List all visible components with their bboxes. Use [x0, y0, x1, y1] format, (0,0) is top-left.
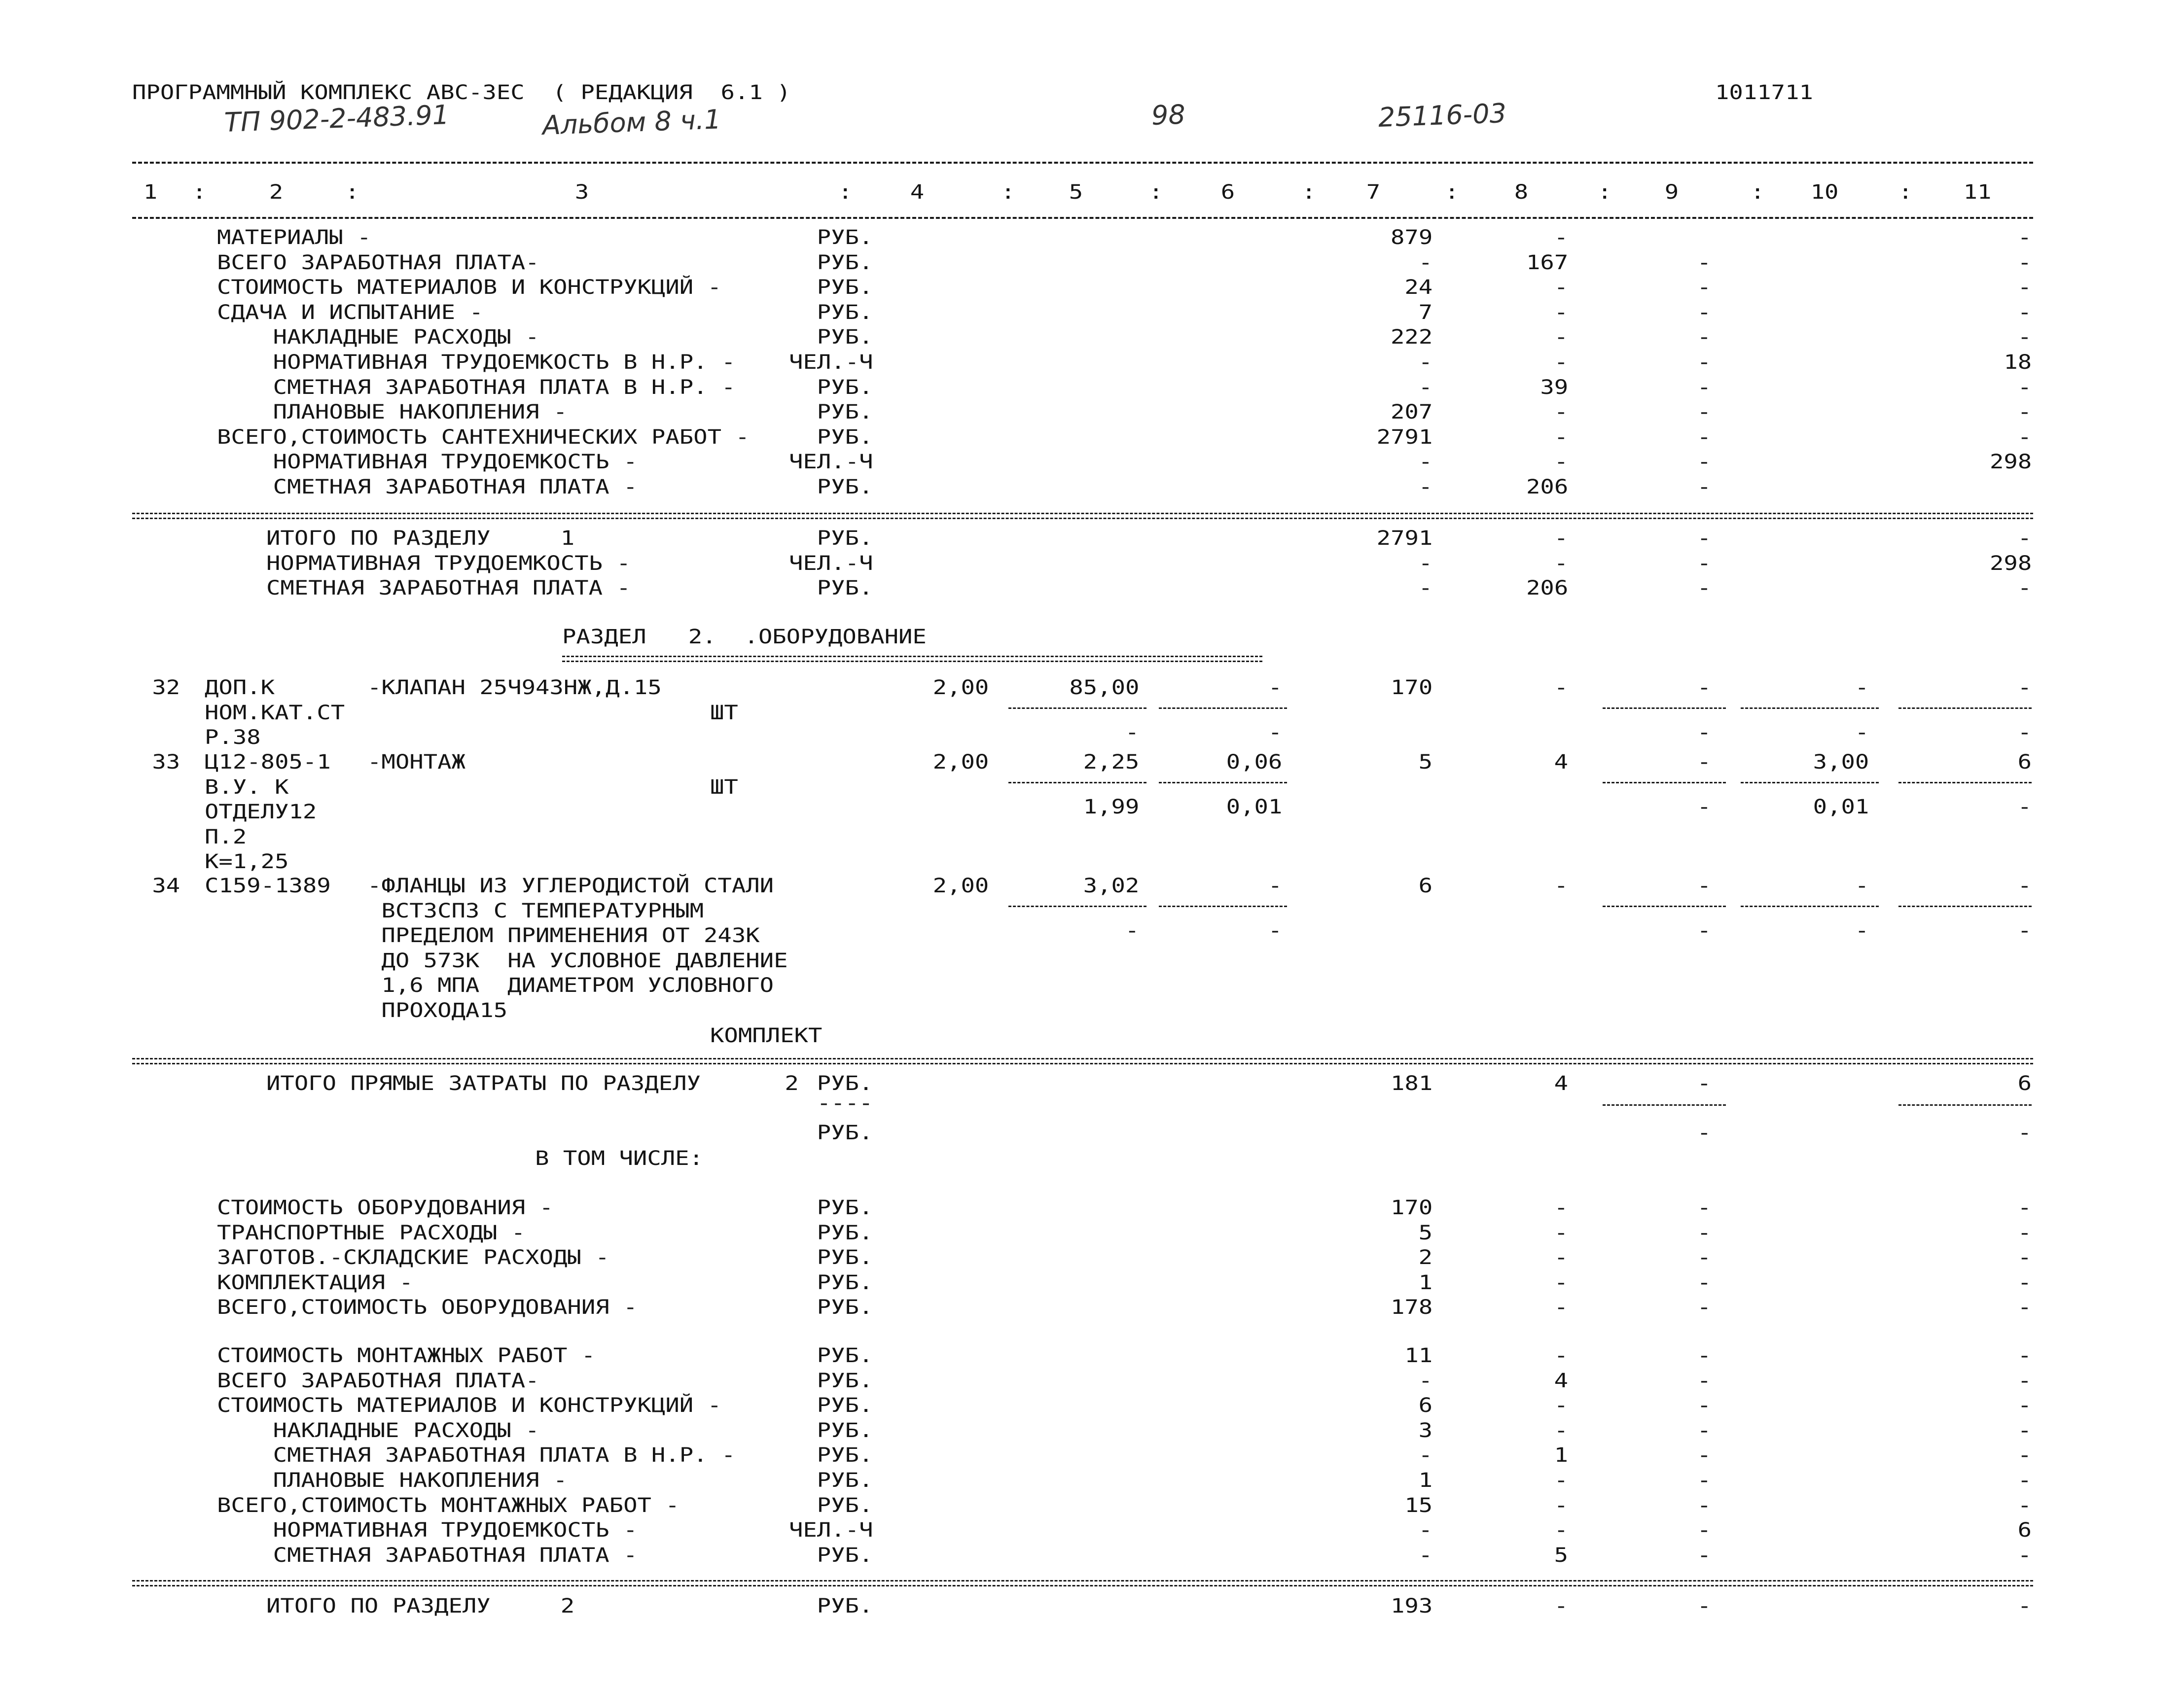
section1-row-col9: - [1697, 451, 1711, 474]
section1-total-row-unit: ЧЕЛ.-Ч [788, 552, 873, 575]
mounting-row-col11: - [2017, 1469, 2032, 1492]
item-col11: - [2017, 875, 2032, 897]
section1-row-col7: 879 [1390, 226, 1432, 249]
item-col7: 6 [1418, 875, 1432, 897]
item-sub-rule [1603, 782, 1726, 783]
item-quantity: 2,00 [932, 751, 989, 774]
equipment-row-col7: 170 [1390, 1196, 1432, 1219]
equipment-row-label: ТРАНСПОРТНЫЕ РАСХОДЫ - [217, 1221, 526, 1244]
column-separator: : [1898, 181, 1913, 204]
mounting-row-col7: - [1418, 1369, 1432, 1392]
mounting-row-col7: - [1418, 1519, 1432, 1542]
mounting-row-label: СМЕТНАЯ ЗАРАБОТНАЯ ПЛАТА В Н.Р. - [217, 1444, 736, 1467]
item-col5-sub: 1,99 [1083, 796, 1139, 819]
equipment-row-col8: - [1554, 1221, 1568, 1244]
section1-row-unit: РУБ. [817, 476, 873, 498]
section2-total-col7: 193 [1390, 1595, 1432, 1618]
section1-row-col8: 167 [1526, 251, 1568, 274]
mounting-row-unit: РУБ. [817, 1494, 873, 1517]
section1-total-row-unit: РУБ. [817, 527, 873, 550]
section1-row-col9: - [1697, 476, 1711, 498]
direct-costs-col9: - [1697, 1072, 1711, 1095]
mounting-row-col9: - [1697, 1419, 1711, 1442]
equipment-row-col11: - [2017, 1246, 2032, 1269]
item-col9: - [1697, 751, 1711, 774]
equipment-row-col9: - [1697, 1196, 1711, 1219]
section1-row-label: НОРМАТИВНАЯ ТРУДОЕМКОСТЬ - [217, 451, 638, 474]
mounting-row-col11: - [2017, 1369, 2032, 1392]
column-number: 1 [143, 181, 158, 204]
item-description: 1,6 МПА ДИАМЕТРОМ УСЛОВНОГО [367, 974, 774, 997]
item-sub-rule [1741, 782, 1879, 783]
item-unit: ШТ [710, 775, 738, 799]
mounting-row-label: СТОИМОСТЬ МОНТАЖНЫХ РАБОТ - [217, 1344, 596, 1367]
mounting-row-label: ВСЕГО ЗАРАБОТНАЯ ПЛАТА- [217, 1369, 539, 1392]
item-rate-code: С159-1389 [205, 875, 331, 897]
section1-row-col9: - [1697, 401, 1711, 424]
item-rate-code: ОТДЕЛУ12 [205, 801, 317, 824]
equipment-row-label: СТОИМОСТЬ ОБОРУДОВАНИЯ - [217, 1196, 554, 1219]
item-col5: 2,25 [1083, 751, 1139, 774]
direct-costs-col7: 181 [1390, 1072, 1432, 1095]
section1-row-label: ВСЕГО,СТОИМОСТЬ САНТЕХНИЧЕСКИХ РАБОТ - [217, 425, 750, 449]
mounting-row-unit: РУБ. [817, 1369, 873, 1392]
item-col6: - [1268, 875, 1282, 897]
section1-row-col9: - [1697, 301, 1711, 324]
item-sub-rule [1159, 782, 1287, 783]
column-separator: : [1001, 181, 1015, 204]
header-bottom-rule [132, 217, 2033, 219]
section1-row-col7: - [1418, 351, 1432, 374]
including-label: В ТОМ ЧИСЛЕ: [535, 1147, 704, 1170]
mounting-row-col7: 1 [1418, 1469, 1432, 1492]
mounting-row-label: НОРМАТИВНАЯ ТРУДОЕМКОСТЬ - [217, 1519, 638, 1542]
equipment-row-col7: 2 [1418, 1246, 1432, 1269]
item-col5-sub: - [1125, 721, 1139, 744]
item-col11: - [2017, 676, 2032, 699]
section1-row-col9: - [1697, 276, 1711, 299]
mounting-row-col9: - [1697, 1469, 1711, 1492]
section1-total-row-col8: 206 [1526, 577, 1568, 600]
item-description: ВСТ3СП3 С ТЕМПЕРАТУРНЫМ [367, 899, 704, 922]
item-col10: - [1855, 875, 1869, 897]
handwritten-page-number: 98 [1150, 99, 1186, 131]
item-rate-code: Ц12-805-1 [205, 751, 331, 774]
equipment-row-col11: - [2017, 1196, 2032, 1219]
mounting-row-unit: РУБ. [817, 1419, 873, 1442]
column-number: 2 [269, 181, 284, 204]
item-col5: 3,02 [1083, 875, 1139, 897]
program-title: ПРОГРАММНЫЙ КОМПЛЕКС АВС-3ЕС ( РЕДАКЦИЯ 6.1 ) [132, 81, 791, 104]
section1-row-col8: - [1554, 351, 1568, 374]
equipment-row-col11: - [2017, 1296, 2032, 1319]
section1-row-unit: РУБ. [817, 251, 873, 274]
mounting-row-col9: - [1697, 1494, 1711, 1517]
direct-costs-unit-rule: ---- [817, 1092, 873, 1115]
section1-row-col11: - [2017, 226, 2032, 249]
item-unit: ШТ [710, 701, 738, 724]
section1-row-unit: РУБ. [817, 226, 873, 249]
item-number: 33 [152, 751, 180, 774]
item-col6-sub: - [1268, 721, 1282, 744]
mounting-row-label: СТОИМОСТЬ МАТЕРИАЛОВ И КОНСТРУКЦИЙ - [217, 1394, 722, 1417]
equipment-row-label: КОМПЛЕКТАЦИЯ - [217, 1271, 413, 1294]
item-sub-rule [1898, 782, 2032, 783]
section1-total-row-col11: - [2017, 527, 2032, 550]
mounting-row-col8: - [1554, 1344, 1568, 1367]
mounting-row-col7: 15 [1404, 1494, 1432, 1517]
item-sub-rule [1603, 906, 1726, 907]
section1-total-row-col8: - [1554, 527, 1568, 550]
mounting-row-col8: - [1554, 1394, 1568, 1417]
item-col8: - [1554, 875, 1568, 897]
mounting-row-unit: РУБ. [817, 1444, 873, 1467]
section1-row-col7: 222 [1390, 326, 1432, 349]
mounting-row-col11: - [2017, 1444, 2032, 1467]
section1-row-col7: 207 [1390, 401, 1432, 424]
column-separator: : [345, 181, 359, 204]
column-separator: : [1598, 181, 1612, 204]
equipment-row-col7: 178 [1390, 1296, 1432, 1319]
item-col6-sub: 0,01 [1226, 796, 1282, 819]
direct-costs-col8: 4 [1554, 1072, 1568, 1095]
section2-total-col9: - [1697, 1595, 1711, 1618]
item-col8: 4 [1554, 751, 1568, 774]
section1-row-col7: - [1418, 451, 1432, 474]
item-description: -МОНТАЖ [367, 751, 465, 774]
section1-row-unit: РУБ. [817, 401, 873, 424]
section1-row-label: СМЕТНАЯ ЗАРАБОТНАЯ ПЛАТА - [217, 476, 638, 498]
section1-row-unit: РУБ. [817, 376, 873, 399]
item-rate-code: ДОП.К [205, 676, 275, 699]
mounting-row-col8: 1 [1554, 1444, 1568, 1467]
column-separator: : [1149, 181, 1163, 204]
section1-row-col11: - [2017, 401, 2032, 424]
section1-total-row-col8: - [1554, 552, 1568, 575]
mounting-row-col8: - [1554, 1469, 1568, 1492]
mounting-row-col7: 6 [1418, 1394, 1432, 1417]
section1-row-label: СТОИМОСТЬ МАТЕРИАЛОВ И КОНСТРУКЦИЙ - [217, 276, 722, 299]
item-number: 32 [152, 676, 180, 699]
section1-row-col8: - [1554, 226, 1568, 249]
equipment-row-col8: - [1554, 1271, 1568, 1294]
section1-row-unit: РУБ. [817, 326, 873, 349]
item-col9: - [1697, 875, 1711, 897]
equipment-row-unit: РУБ. [817, 1271, 873, 1294]
mounting-row-label: ВСЕГО,СТОИМОСТЬ МОНТАЖНЫХ РАБОТ - [217, 1494, 680, 1517]
section1-total-row-col7: 2791 [1376, 527, 1432, 550]
section1-row-col7: - [1418, 476, 1432, 498]
equipment-row-col7: 5 [1418, 1221, 1432, 1244]
handwritten-project-number: ТП 902-2-483.91 [223, 99, 450, 138]
section1-row-col7: - [1418, 376, 1432, 399]
direct-costs-label: ИТОГО ПРЯМЫЕ ЗАТРАТЫ ПО РАЗДЕЛУ 2 [266, 1072, 799, 1095]
column-number: 9 [1664, 181, 1679, 204]
item-col10: - [1855, 676, 1869, 699]
mounting-row-col9: - [1697, 1369, 1711, 1392]
item-col10-sub: 0,01 [1813, 796, 1869, 819]
section1-row-col9: - [1697, 351, 1711, 374]
item-col11-sub: - [2017, 919, 2032, 943]
equipment-row-col9: - [1697, 1271, 1711, 1294]
section2-total-unit: РУБ. [817, 1595, 873, 1618]
section1-row-col11: - [2017, 276, 2032, 299]
item-col6: - [1268, 676, 1282, 699]
equipment-row-col9: - [1697, 1296, 1711, 1319]
section1-row-col8: - [1554, 401, 1568, 424]
item-number: 34 [152, 875, 180, 897]
column-number: 4 [910, 181, 925, 204]
mounting-row-col9: - [1697, 1444, 1711, 1467]
section1-row-col8: - [1554, 451, 1568, 474]
section1-row-label: СДАЧА И ИСПЫТАНИЕ - [217, 301, 483, 324]
section1-row-label: СМЕТНАЯ ЗАРАБОТНАЯ ПЛАТА В Н.Р. - [217, 376, 736, 399]
item-col10-sub: - [1855, 919, 1869, 943]
equipment-row-unit: РУБ. [817, 1196, 873, 1219]
item-col5-sub: - [1125, 919, 1139, 943]
item-sub-rule [1008, 906, 1146, 907]
item-col7: 5 [1418, 751, 1432, 774]
section1-total-row-label: НОРМАТИВНАЯ ТРУДОЕМКОСТЬ - [266, 552, 631, 575]
column-number: 11 [1963, 181, 1992, 204]
mounting-row-unit: ЧЕЛ.-Ч [788, 1519, 873, 1542]
section1-row-col11: - [2017, 301, 2032, 324]
item-sub-rule [1159, 707, 1287, 709]
section2-total-col11: - [2017, 1595, 2032, 1618]
section1-row-col9: - [1697, 425, 1711, 449]
section1-row-col8: - [1554, 301, 1568, 324]
item-rate-code: К=1,25 [205, 850, 289, 874]
item-sub-rule [1008, 782, 1146, 783]
equipment-row-label: ЗАГОТОВ.-СКЛАДСКИЕ РАСХОДЫ - [217, 1246, 609, 1269]
mounting-row-unit: РУБ. [817, 1394, 873, 1417]
item-description: ДО 573К НА УСЛОВНОЕ ДАВЛЕНИЕ [367, 949, 788, 972]
section1-row-col8: 39 [1540, 376, 1568, 399]
item-quantity: 2,00 [932, 875, 989, 897]
section1-total-row-col7: - [1418, 552, 1432, 575]
column-number: 5 [1069, 181, 1083, 204]
mounting-row-col9: - [1697, 1394, 1711, 1417]
section1-row-col11: 18 [2004, 351, 2032, 374]
item-col9-sub: - [1697, 721, 1711, 744]
mounting-row-label: ПЛАНОВЫЕ НАКОПЛЕНИЯ - [217, 1469, 568, 1492]
item-sub-rule [1741, 906, 1879, 907]
section2-total-col8: - [1554, 1595, 1568, 1618]
section1-total-row-label: СМЕТНАЯ ЗАРАБОТНАЯ ПЛАТА - [266, 577, 631, 600]
section1-row-col8: 206 [1526, 476, 1568, 498]
equipment-row-col8: - [1554, 1196, 1568, 1219]
item-unit: КОМПЛЕКТ [710, 1024, 823, 1047]
section1-row-col9: - [1697, 251, 1711, 274]
direct-costs-col11-sub: - [2017, 1122, 2032, 1144]
item-description: -ФЛАНЦЫ ИЗ УГЛЕРОДИСТОЙ СТАЛИ [367, 875, 774, 897]
item-col6: 0,06 [1226, 751, 1282, 774]
section1-row-label: НОРМАТИВНАЯ ТРУДОЕМКОСТЬ В Н.Р. - [217, 351, 736, 374]
direct-costs-sub-rule [1603, 1104, 1726, 1106]
equipment-row-col9: - [1697, 1246, 1711, 1269]
direct-costs-col9-sub: - [1697, 1122, 1711, 1144]
section1-total-row-col11: 298 [1989, 552, 2032, 575]
mounting-row-col11: - [2017, 1419, 2032, 1442]
mounting-row-col8: - [1554, 1494, 1568, 1517]
item-rate-code: П.2 [205, 825, 247, 848]
equipment-row-col9: - [1697, 1221, 1711, 1244]
direct-costs-unit-sub: РУБ. [817, 1122, 873, 1144]
section1-row-col8: - [1554, 276, 1568, 299]
column-number: 6 [1220, 181, 1235, 204]
section1-total-row-col9: - [1697, 552, 1711, 575]
section1-total-row-col11: - [2017, 577, 2032, 600]
column-number: 10 [1810, 181, 1839, 204]
document-code: 1011711 [1715, 81, 1813, 104]
column-number: 3 [574, 181, 589, 204]
section1-row-col11: - [2017, 251, 2032, 274]
item-col9: - [1697, 676, 1711, 699]
section1-row-col7: - [1418, 251, 1432, 274]
item-col11-sub: - [2017, 796, 2032, 819]
mounting-row-col8: 4 [1554, 1369, 1568, 1392]
column-number: 7 [1366, 181, 1381, 204]
section1-total-row-unit: РУБ. [817, 577, 873, 600]
direct-costs-unit: РУБ. [817, 1072, 873, 1095]
section2-title-underline [562, 656, 1262, 657]
equipment-row-col8: - [1554, 1246, 1568, 1269]
section1-row-col11: 298 [1989, 451, 2032, 474]
section1-row-col8: - [1554, 425, 1568, 449]
item-col8: - [1554, 676, 1568, 699]
section1-row-label: НАКЛАДНЫЕ РАСХОДЫ - [217, 326, 539, 349]
section1-row-label: ПЛАНОВЫЕ НАКОПЛЕНИЯ - [217, 401, 568, 424]
equipment-row-col8: - [1554, 1296, 1568, 1319]
mounting-row-col11: - [2017, 1494, 2032, 1517]
section2-total-label: ИТОГО ПО РАЗДЕЛУ 2 [266, 1595, 575, 1618]
mounting-row-label: НАКЛАДНЫЕ РАСХОДЫ - [217, 1419, 539, 1442]
mounting-row-col8: - [1554, 1419, 1568, 1442]
item-col6-sub: - [1268, 919, 1282, 943]
direct-costs-col11: 6 [2017, 1072, 2032, 1095]
section1-total-row-col9: - [1697, 527, 1711, 550]
section1-row-col8: - [1554, 326, 1568, 349]
item-description: ПРОХОДА15 [367, 999, 508, 1022]
item-col9-sub: - [1697, 919, 1711, 943]
column-separator: : [1751, 181, 1765, 204]
section1-total-rule [132, 513, 2033, 514]
mounting-row-col7: 3 [1418, 1419, 1432, 1442]
mounting-row-col11: 6 [2017, 1519, 2032, 1542]
section1-row-col9: - [1697, 326, 1711, 349]
mounting-row-unit: РУБ. [817, 1344, 873, 1367]
mounting-row-col7: - [1418, 1544, 1432, 1567]
section1-row-unit: ЧЕЛ.-Ч [788, 351, 873, 374]
mounting-row-col9: - [1697, 1344, 1711, 1367]
item-col5: 85,00 [1069, 676, 1139, 699]
section1-row-unit: РУБ. [817, 425, 873, 449]
section1-total-row-col9: - [1697, 577, 1711, 600]
equipment-row-col11: - [2017, 1221, 2032, 1244]
item-sub-rule [1159, 906, 1287, 907]
section2-title: РАЗДЕЛ 2. .ОБОРУДОВАНИЕ [562, 626, 927, 648]
item-sub-rule [1603, 707, 1726, 709]
direct-costs-rule [132, 1058, 2033, 1059]
section1-row-col11: - [2017, 376, 2032, 399]
equipment-row-col7: 1 [1418, 1271, 1432, 1294]
equipment-row-label: ВСЕГО,СТОИМОСТЬ ОБОРУДОВАНИЯ - [217, 1296, 638, 1319]
column-number: 8 [1514, 181, 1529, 204]
section1-row-label: МАТЕРИАЛЫ - [217, 226, 371, 249]
handwritten-sheet-number: 25116-03 [1377, 97, 1507, 133]
column-separator: : [192, 181, 207, 204]
section1-row-col7: 24 [1404, 276, 1432, 299]
item-col7: 170 [1390, 676, 1432, 699]
item-rate-code: Р.38 [205, 726, 261, 749]
item-sub-rule [1741, 707, 1879, 709]
mounting-row-col9: - [1697, 1544, 1711, 1567]
item-description: -КЛАПАН 25Ч943НЖ,Д.15 [367, 676, 662, 699]
equipment-row-unit: РУБ. [817, 1221, 873, 1244]
item-sub-rule [1008, 707, 1146, 709]
column-separator: : [838, 181, 853, 204]
section1-row-unit: РУБ. [817, 301, 873, 324]
section1-total-row-label: ИТОГО ПО РАЗДЕЛУ 1 [266, 527, 575, 550]
column-separator: : [1445, 181, 1459, 204]
mounting-row-col8: 5 [1554, 1544, 1568, 1567]
item-quantity: 2,00 [932, 676, 989, 699]
handwritten-album: Альбом 8 ч.1 [541, 104, 722, 141]
section1-row-col11: - [2017, 425, 2032, 449]
section1-row-col7: 7 [1418, 301, 1432, 324]
item-col9-sub: - [1697, 796, 1711, 819]
section1-row-unit: ЧЕЛ.-Ч [788, 451, 873, 474]
equipment-row-col11: - [2017, 1271, 2032, 1294]
equipment-row-unit: РУБ. [817, 1296, 873, 1319]
mounting-row-col8: - [1554, 1519, 1568, 1542]
column-separator: : [1302, 181, 1316, 204]
item-sub-rule [1898, 707, 2032, 709]
mounting-row-unit: РУБ. [817, 1544, 873, 1567]
equipment-row-unit: РУБ. [817, 1246, 873, 1269]
section1-row-col11: - [2017, 326, 2032, 349]
mounting-row-col7: - [1418, 1444, 1432, 1467]
direct-costs-sub-rule [1898, 1104, 2032, 1106]
mounting-row-col9: - [1697, 1519, 1711, 1542]
section1-row-col7: 2791 [1376, 425, 1432, 449]
section1-row-col9: - [1697, 376, 1711, 399]
section1-total-row-col7: - [1418, 577, 1432, 600]
mounting-row-col7: 11 [1404, 1344, 1432, 1367]
item-rate-code: НОМ.КАТ.СТ [205, 701, 345, 724]
section2-total-rule [132, 1580, 2033, 1582]
item-description: ПРЕДЕЛОМ ПРИМЕНЕНИЯ ОТ 243К [367, 924, 760, 948]
section1-row-unit: РУБ. [817, 276, 873, 299]
item-rate-code: В.У. К [205, 775, 289, 799]
mounting-row-label: СМЕТНАЯ ЗАРАБОТНАЯ ПЛАТА - [217, 1544, 638, 1567]
mounting-row-col11: - [2017, 1394, 2032, 1417]
item-col10-sub: - [1855, 721, 1869, 744]
mounting-row-unit: РУБ. [817, 1469, 873, 1492]
item-sub-rule [1898, 906, 2032, 907]
mounting-row-col11: - [2017, 1344, 2032, 1367]
mounting-row-col11: - [2017, 1544, 2032, 1567]
item-col11: 6 [2017, 751, 2032, 774]
item-col10: 3,00 [1813, 751, 1869, 774]
section1-row-label: ВСЕГО ЗАРАБОТНАЯ ПЛАТА- [217, 251, 539, 274]
header-top-rule [132, 162, 2033, 164]
item-col11-sub: - [2017, 721, 2032, 744]
